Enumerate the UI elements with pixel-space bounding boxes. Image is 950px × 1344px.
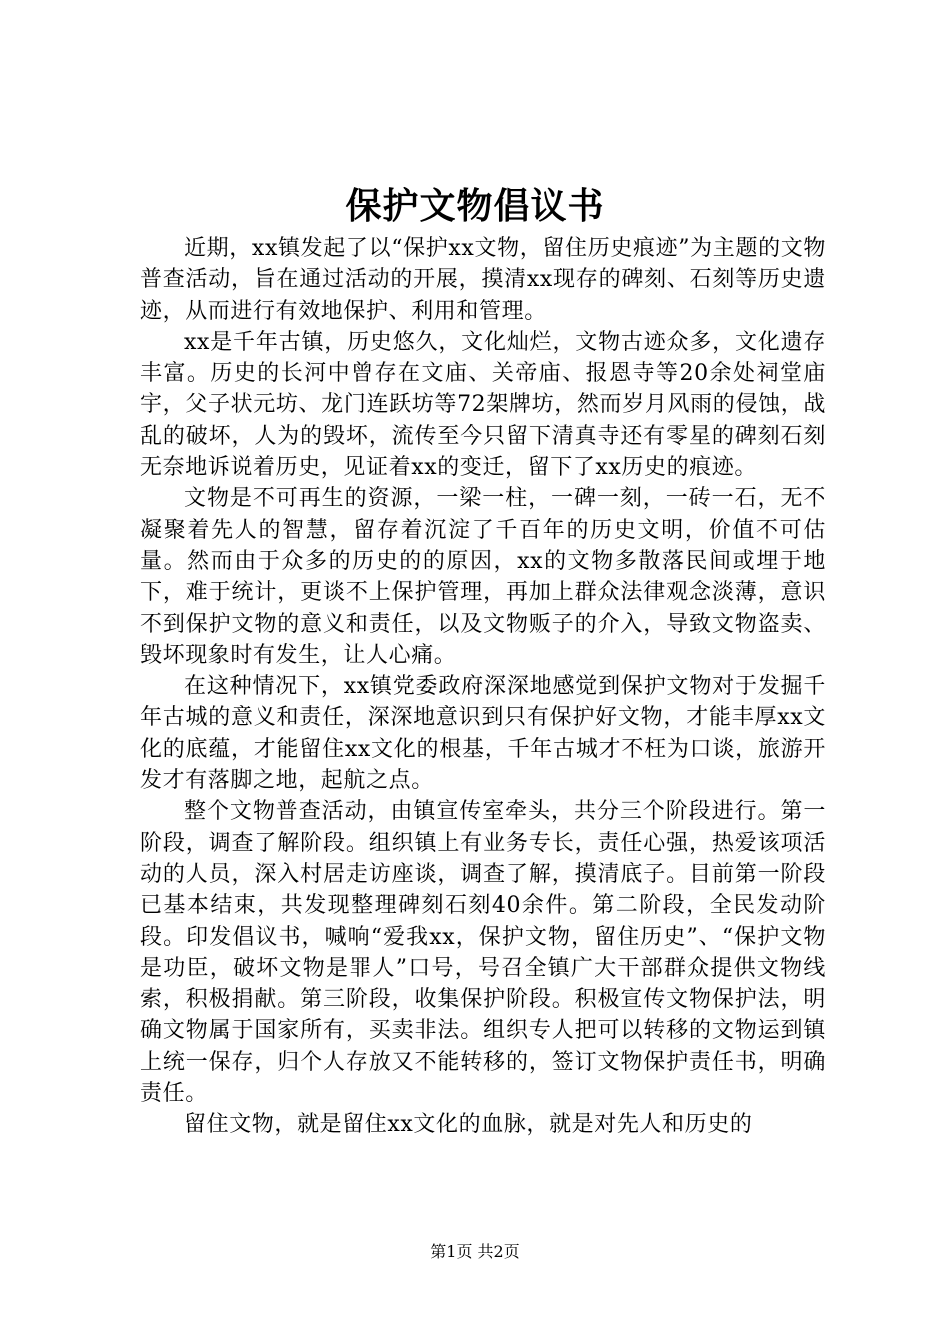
paragraph: 文物是不可再生的资源，一梁一柱，一碑一刻，一砖一石，无不凝聚着先人的智慧，留存着沉淀了千百年的历史文明，价值不可估量。然而由于众多的历史的的原因，xx的文物多散落民间或埋于地下，难于统计，更谈不上保护管理，再加上群众法律观念淡薄，意识不到保护文物的意义和责任，以及文物贩子的介入，导致文物盗卖、毁坏现象时有发生，让人心痛。 (140, 486, 826, 668)
paragraph: xx是千年古镇，历史悠久，文化灿烂，文物古迹众多，文化遗存丰富。历史的长河中曾存在文庙、关帝庙、报恩寺等20余处祠堂庙宇，父子状元坊、龙门连跃坊等72架牌坊，然而岁月风雨的侵蚀，战乱的破坏，人为的毁坏，流传至今只留下清真寺还有零星的碑刻石刻无奈地诉说着历史，见证着xx的变迁，留下了xx历史的痕迹。 (140, 329, 826, 481)
page-number-footer: 第1页 共2页 (430, 1242, 520, 1261)
document-body (140, 233, 826, 1141)
paragraph: 近期，xx镇发起了以“保护xx文物，留住历史痕迹”为主题的文物普查活动，旨在通过活动的开展，摸清xx现存的碑刻、石刻等历史遗迹，从而进行有效地保护、利用和管理。 (140, 236, 826, 324)
paragraph: 在这种情况下，xx镇党委政府深深地感觉到保护文物对于发掘千年古城的意义和责任，深深地意识到只有保护好文物，才能丰厚xx文化的底蕴，才能留住xx文化的根基，千年古城才不枉为口谈，旅游开发才有落脚之地，起航之点。 (140, 674, 826, 794)
page-title: 保护文物倡议书 (345, 185, 605, 227)
paragraph: 整个文物普查活动，由镇宣传室牵头，共分三个阶段进行。第一阶段，调查了解阶段。组织镇上有业务专长，责任心强，热爱该项活动的人员，深入村居走访座谈，调查了解，摸清底子。目前第一阶段已基本结束，共发现整理碑刻石刻40余件。第二阶段，全民发动阶段。印发倡议书，喊响“爱我xx，保护文物，留住历史”、“保护文物是功臣，破坏文物是罪人”口号，号召全镇广大干部群众提供文物线索，积极捐献。第三阶段，收集保护阶段。积极宣传文物保护法，明确文物属于国家所有，买卖非法。组织专人把可以转移的文物运到镇上统一保存，归个人存放又不能转移的，签订文物保护责任书，明确责任。 (140, 799, 826, 1107)
paragraph: 留住文物，就是留住xx文化的血脉，就是对先人和历史的 (184, 1112, 753, 1138)
